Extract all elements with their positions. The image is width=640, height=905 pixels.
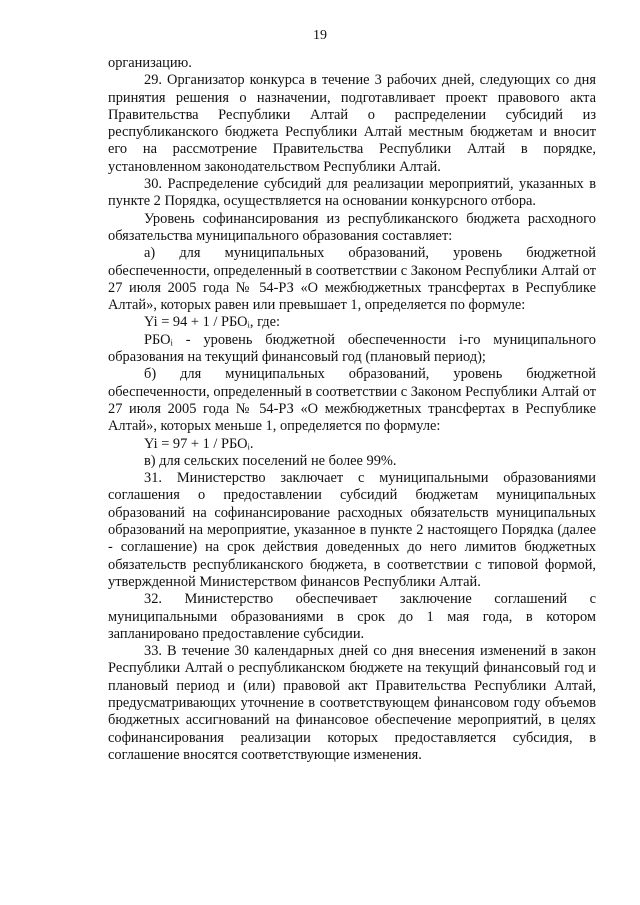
paragraph-cofinancing-level: Уровень софинансирования из республиканского бюджета расходного обязательства муниципального образования составляет: [108, 210, 596, 244]
paragraph-33: 33. В течение 30 календарных дней со дня внесения изменений в закон Республики Алтай о республиканском бюджете на текущий финансовый год и плановый период и (или) правовой акт Правительства Республики Алтай, предусматривающих уточнение в соответствующем финансовом году объемов бюджетных ассигнований на финансовое обеспечение мероприятий, в целях софинансирования реализации которых предоставляется субсидия, в соглашение вносятся соответствующие изменения. [108, 643, 596, 763]
paragraph-continuation: организацию. [108, 55, 192, 71]
paragraph-31: 31. Министерство заключает с муниципальными образованиями соглашения о предоставлении субсидий бюджетам муниципальных образований на софинансирование расходных обязательств муниципальных образований на мероприятие, указанное в пункте 2 настоящего Порядка (далее - соглашение) на срок действия доведенных до него лимитов бюджетных обязательств республиканского бюджета, в соответствии с типовой формой, утвержденной Министерством финансов Республики Алтай. [108, 470, 596, 590]
paragraph-29: 29. Организатор конкурса в течение 3 рабочих дней, следующих со дня принятия решения о назначении, подготавливает проект правового акта Правительства Республики Алтай о распределении субсидий из республиканского бюджета Республики Алтай местным бюджетам и вносит его на рассмотрение Правительства Республики Алтай в порядке, установленном законодательством Республики Алтай. [108, 72, 596, 175]
document-body [108, 55, 596, 764]
paragraph-item-a: а) для муниципальных образований, уровень бюджетной обеспеченности, определенный в соответствии с Законом Республики Алтай от 27 июля 2005 года № 54-РЗ «О межбюджетных трансфертах в Республике Алтай», которых равен или превышает 1, определяется по формуле: [108, 245, 596, 314]
paragraph-item-b: б) для муниципальных образований, уровень бюджетной обеспеченности, определенный в соответствии с Законом Республики Алтай от 27 июля 2005 года № 54-РЗ «О межбюджетных трансфертах в Республике Алтай», которых меньше 1, определяется по формуле: [108, 366, 596, 435]
paragraph-32: 32. Министерство обеспечивает заключение соглашений с муниципальными образованиями в срок до 1 мая года, в котором запланировано предоставление субсидии. [108, 591, 596, 642]
formula-b: Yi = 97 + 1 / РБОᵢ. [144, 435, 254, 452]
page-number: 19 [313, 28, 327, 43]
formula-a: Yi = 94 + 1 / РБОᵢ, где: [144, 314, 281, 331]
formula-definition: РБОᵢ - уровень бюджетной обеспеченности i-го муниципального образования на текущий финансовый год (плановый период); [108, 331, 596, 366]
paragraph-item-c: в) для сельских поселений не более 99%. [144, 452, 397, 469]
paragraph-30: 30. Распределение субсидий для реализации мероприятий, указанных в пункте 2 Порядка, осуществляется на основании конкурсного отбора. [108, 176, 596, 210]
